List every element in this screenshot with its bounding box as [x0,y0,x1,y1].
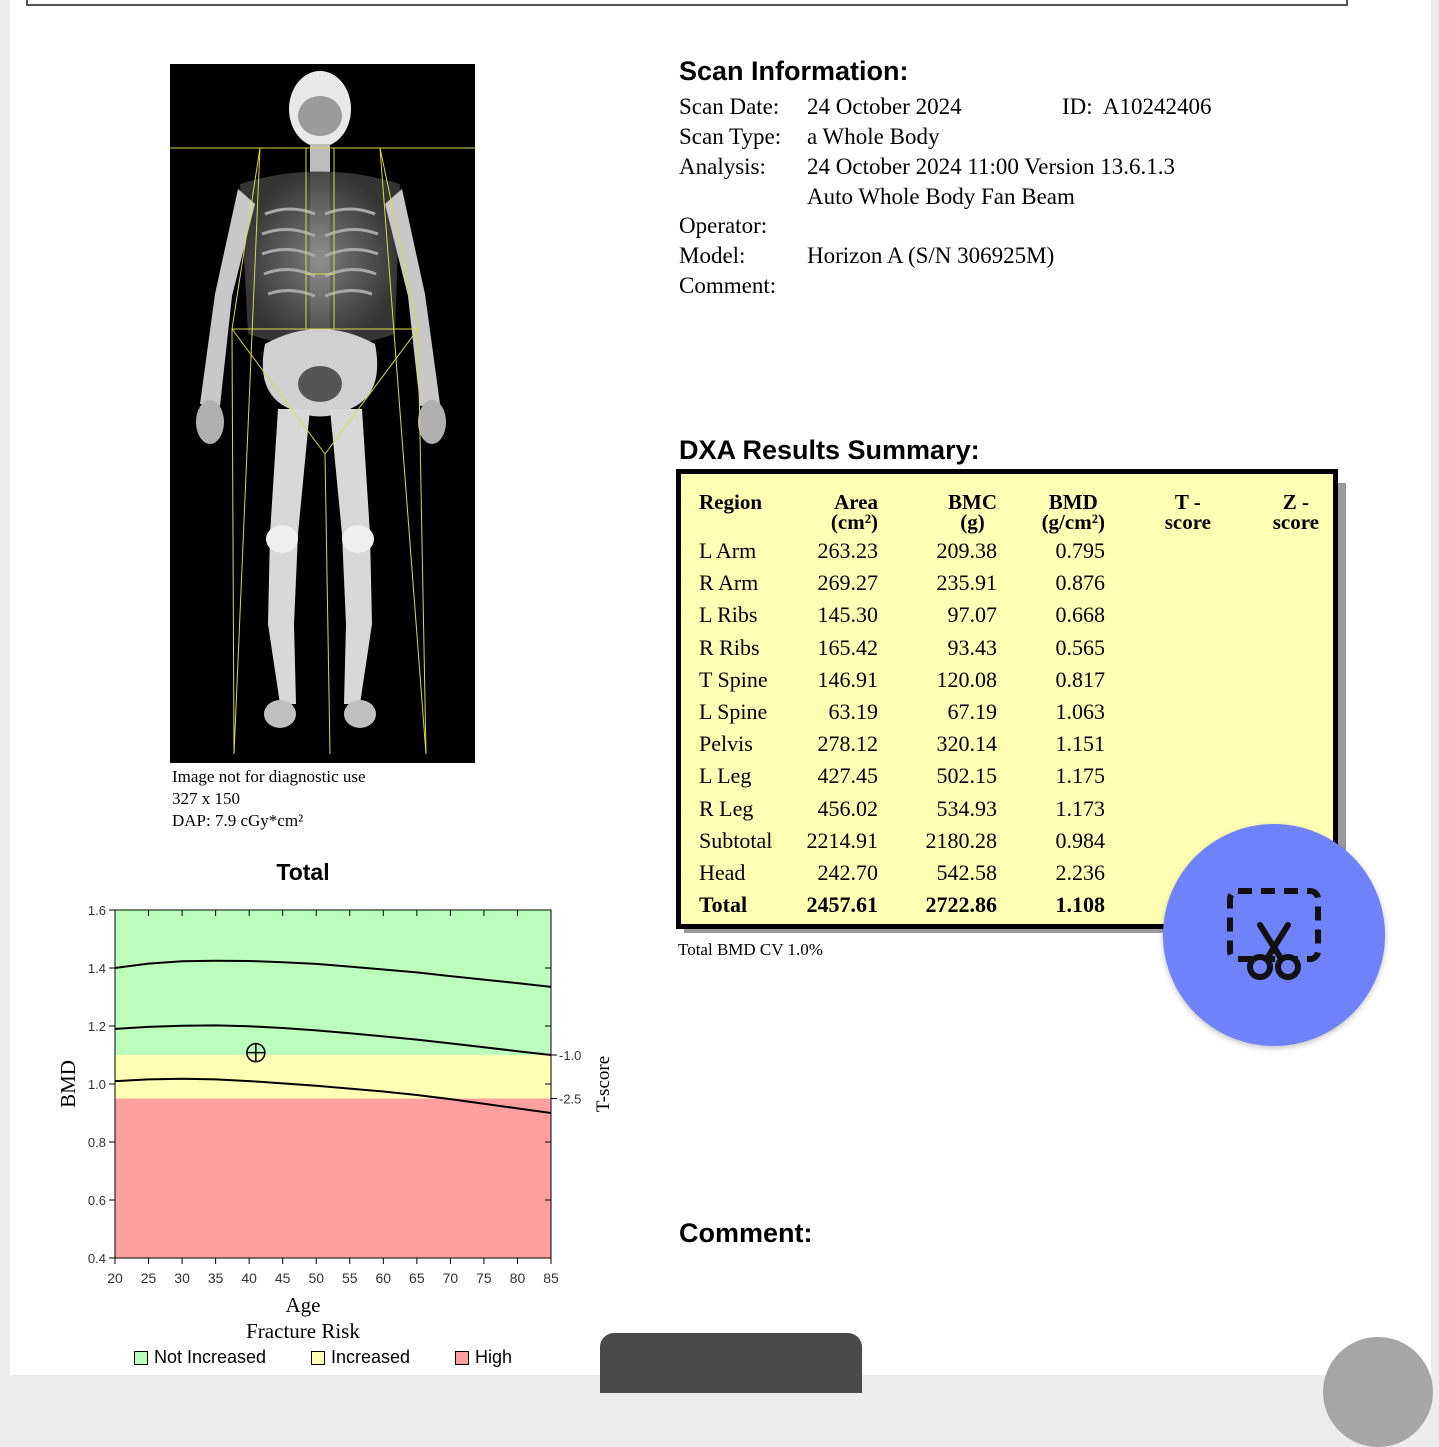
x-tick-label: 20 [107,1270,123,1286]
header-zscore [1273,492,1319,532]
dxa-cell-bmc: 235.91 [936,570,997,596]
dxa-results-title: DXA Results Summary: [679,435,980,465]
analysis-row [679,152,1175,182]
header-line: Region [699,490,762,514]
scissors-crop-icon [1224,885,1324,985]
x-axis-label: Age [285,1293,321,1317]
info-value: 24 October 2024 11:00 Version 13.6.1.3 [807,154,1175,179]
dxa-cell-bmc: 2722.86 [925,892,997,918]
y2-axis-label: T-score [593,1055,614,1113]
dxa-cell-region: Subtotal [699,827,773,853]
info-label: Operator: [679,213,768,238]
y-axis-label: BMD [56,1060,80,1108]
screenshot-crop-button[interactable] [1163,824,1385,1046]
dxa-cell-area: 269.27 [817,570,878,596]
dxa-cell-bmd: 1.108 [1055,892,1105,918]
dxa-cell-region: R Arm [699,570,759,596]
dxa-cell-area: 165.42 [817,634,878,660]
x-tick-label: 35 [207,1270,224,1286]
dxa-cell-bmc: 534.93 [936,795,997,821]
dxa-cell-bmd: 0.984 [1055,827,1105,853]
dxa-cell-bmd: 0.876 [1055,570,1105,596]
dxa-cell-bmd: 1.173 [1055,795,1105,821]
dxa-cell-area: 456.02 [817,795,878,821]
dxa-cell-bmd: 1.175 [1055,763,1105,789]
dxa-cell-area: 242.70 [817,860,878,885]
x-tick-label: 40 [241,1270,257,1286]
x-tick-label: 30 [174,1270,190,1286]
dxa-cell-bmd: 1.151 [1055,731,1105,757]
comment-row [679,271,807,301]
dxa-cell-area: 263.23 [817,538,878,563]
y-tick-label: 1.6 [87,903,106,918]
legend-swatch [455,1351,469,1365]
dxa-cell-bmc: 2180.28 [925,827,997,853]
info-value: Auto Whole Body Fan Beam [807,184,1075,209]
dxa-cell-bmc: 93.43 [947,634,997,660]
header-line: score [1164,510,1211,534]
risk-band [115,910,551,1055]
dxa-cell-bmd: 0.668 [1055,602,1105,628]
info-value: Horizon A (S/N 306925M) [807,243,1055,268]
dxa-cell-region: T Spine [699,666,768,692]
dxa-cell-area: 427.45 [817,763,878,789]
cv-note: Total BMD CV 1.0% [678,940,823,959]
dxa-cell-area: 278.12 [817,731,878,757]
dxa-cell-bmd: 2.236 [1055,860,1105,885]
tscore-tick-label: -2.5 [559,1091,582,1107]
info-label: Comment: [679,273,777,298]
analysis-row-2 [679,182,1075,212]
info-label: Model: [679,243,746,268]
bmd-chart-svg [40,855,614,1375]
legend-label: Increased [331,1347,411,1367]
x-tick-label: 85 [543,1270,559,1286]
dxa-cell-bmd: 0.817 [1055,666,1105,692]
dxa-cell-region: Total [699,892,748,918]
dxa-cell-area: 2457.61 [806,892,878,918]
x-tick-label: 80 [509,1270,526,1286]
header-line: (g) [960,510,985,534]
image-caption [172,766,366,832]
dxa-cell-region: L Ribs [699,602,758,628]
dxa-cell-bmc: 97.07 [947,602,997,628]
dxa-cell-area: 145.30 [817,602,878,628]
header-line: (g/cm²) [1041,510,1105,534]
y-tick-label: 1.4 [87,961,106,976]
dxa-cell-region: R Ribs [699,634,760,660]
bottom-toolbar-handle[interactable] [600,1333,862,1393]
caption-line: DAP: 7.9 cGy*cm² [172,811,304,830]
header-line: BMC [948,490,997,514]
dxa-cell-bmd: 0.565 [1055,634,1105,660]
x-tick-label: 75 [476,1270,492,1286]
id-value: A10242406 [1102,94,1212,119]
x-tick-label: 25 [140,1270,157,1286]
x-tick-label: 55 [341,1270,358,1286]
dxa-cell-bmc: 502.15 [936,763,997,789]
legend-label: Not Increased [154,1347,267,1367]
info-label: Scan Date: [679,94,780,119]
legend-not-increased [134,1347,266,1368]
dxa-cell-region: L Arm [699,538,757,563]
header-line: T - [1174,490,1201,514]
header-line: score [1272,510,1319,534]
operator-row [679,211,807,241]
x-tick-label: 45 [274,1270,291,1286]
dxa-cell-region: Pelvis [699,731,753,757]
header-line: BMD [1048,490,1098,514]
dxa-cell-area: 63.19 [828,699,878,724]
legend-swatch [134,1351,148,1365]
dxa-cell-bmc: 209.38 [936,538,997,563]
dxa-scan-image [170,64,475,763]
scan-info-title: Scan Information: [679,56,909,86]
dxa-cell-bmd: 1.063 [1055,699,1105,724]
header-tscore [1165,492,1211,532]
header-bmd [1042,492,1105,532]
model-row [679,241,1054,271]
report-page [10,0,1431,1375]
legend-title: Fracture Risk [246,1319,360,1343]
dxa-cell-bmd: 0.795 [1055,538,1105,563]
x-tick-label: 70 [442,1270,459,1286]
dxa-cell-region: R Leg [699,795,754,821]
y-tick-label: 0.4 [87,1251,106,1266]
x-tick-label: 50 [308,1270,325,1286]
header-line: Z - [1282,490,1309,514]
dxa-cell-region: Head [699,860,746,885]
dxa-cell-area: 2214.91 [806,827,878,853]
risk-band [115,1099,551,1259]
scan-type-row [679,122,939,152]
legend-label: High [475,1347,513,1367]
comment-title: Comment: [679,1218,813,1248]
header-region [699,492,762,512]
previous-page-edge [26,0,1348,6]
y-tick-label: 1.0 [87,1077,106,1092]
id-label: ID: [1062,94,1093,119]
floating-action-button[interactable] [1323,1337,1433,1447]
info-value: a Whole Body [807,124,940,149]
header-line: (cm²) [830,510,878,534]
dxa-cell-bmc: 120.08 [936,666,997,692]
y-tick-label: 0.6 [87,1193,106,1208]
tscore-tick-label: -1.0 [559,1048,582,1063]
legend-high [455,1347,512,1368]
x-tick-label: 65 [409,1270,425,1286]
dxa-cell-bmc: 542.58 [936,860,997,885]
y-tick-label: 0.8 [87,1135,106,1150]
caption-line: Image not for diagnostic use [172,767,366,786]
info-label: Analysis: [679,154,766,179]
dxa-cell-region: L Leg [699,763,752,789]
dxa-cell-area: 146.91 [817,666,878,692]
header-line: Area [834,490,878,514]
dxa-cell-bmc: 320.14 [936,731,997,757]
info-label: Scan Type: [679,124,782,149]
dxa-cell-bmc: 67.19 [947,699,997,724]
header-area [831,492,878,532]
scan-id [1062,92,1212,122]
legend-increased [311,1347,410,1368]
info-value: 24 October 2024 [807,94,962,119]
legend-swatch [311,1351,325,1365]
x-tick-label: 60 [375,1270,392,1286]
y-tick-label: 1.2 [87,1019,106,1034]
scan-date-row [679,92,962,122]
dxa-cell-region: L Spine [699,699,768,724]
header-bmc [948,492,997,532]
risk-band [115,1055,551,1099]
chart-title: Total [276,859,330,885]
caption-line: 327 x 150 [172,789,240,808]
bmd-chart [40,855,614,1375]
